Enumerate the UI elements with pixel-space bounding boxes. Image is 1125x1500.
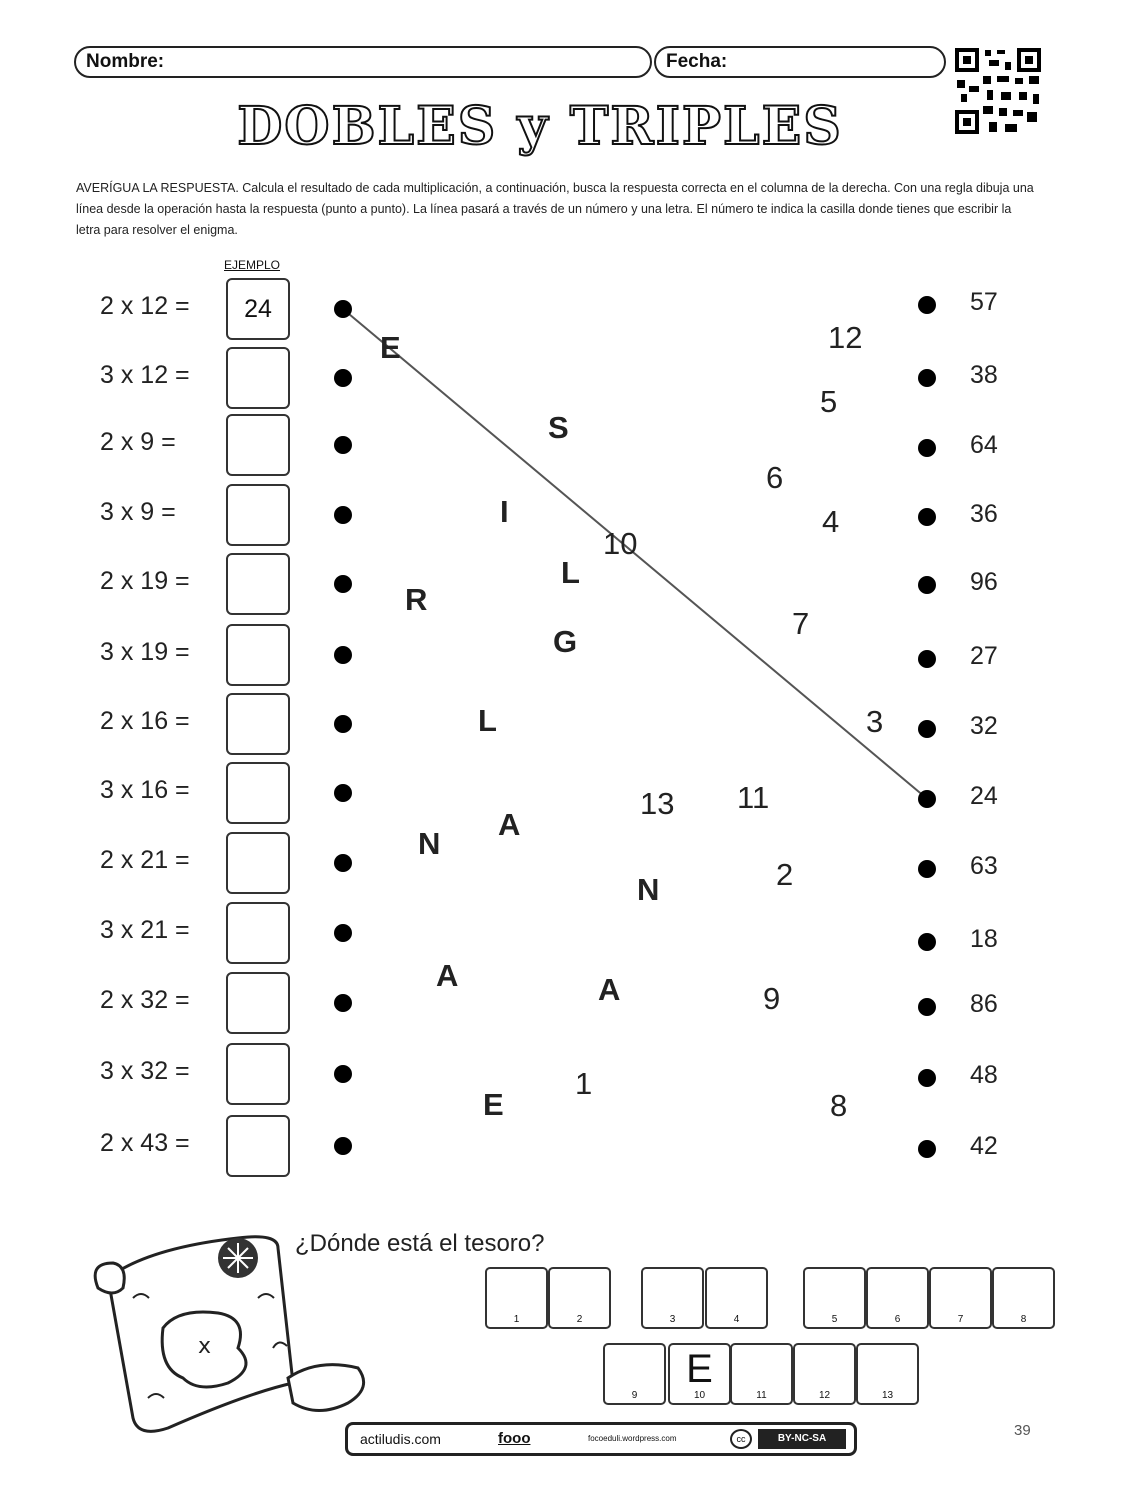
grid-letter: S	[548, 410, 569, 445]
answer-option: 38	[970, 361, 998, 389]
answer-option: 36	[970, 500, 998, 528]
letter-slot[interactable]	[992, 1267, 1055, 1329]
letter-slot[interactable]	[929, 1267, 992, 1329]
footer-credits	[345, 1422, 857, 1456]
right-dot[interactable]	[918, 296, 936, 314]
left-dot[interactable]	[334, 300, 352, 318]
operation-expression: 2 x 9 =	[100, 428, 176, 456]
answer-option: 86	[970, 990, 998, 1018]
grid-letter: L	[561, 555, 580, 590]
slot-number: 6	[894, 1314, 901, 1325]
grid-number: 6	[766, 460, 784, 495]
answer-option: 48	[970, 1061, 998, 1089]
grid-letter: N	[418, 826, 441, 861]
letter-slot[interactable]	[603, 1343, 666, 1405]
grid-letter: A	[436, 958, 459, 993]
answer-box[interactable]	[226, 832, 290, 894]
letter-slot[interactable]	[705, 1267, 768, 1329]
answer-box[interactable]	[226, 553, 290, 615]
left-dot[interactable]	[334, 575, 352, 593]
page-title: DOBLES y TRIPLES	[237, 96, 843, 157]
slot-number: 3	[669, 1314, 676, 1325]
left-dot[interactable]	[334, 784, 352, 802]
operation-expression: 3 x 32 =	[100, 1057, 190, 1085]
grid-letter: L	[478, 703, 497, 738]
slot-number: 7	[957, 1314, 964, 1325]
right-dot[interactable]	[918, 998, 936, 1016]
left-dot[interactable]	[334, 369, 352, 387]
grid-number: 1	[575, 1066, 593, 1101]
slot-letter: E	[686, 1347, 713, 1391]
grid-number: 12	[828, 320, 863, 355]
operation-expression: 2 x 43 =	[100, 1129, 190, 1157]
grid-number: 11	[737, 780, 770, 815]
answer-option: 64	[970, 431, 998, 459]
grid-letter: A	[598, 972, 621, 1007]
right-dot[interactable]	[918, 439, 936, 457]
svg-text:x: x	[198, 1334, 212, 1359]
slot-number: 11	[756, 1390, 767, 1401]
answer-option: 42	[970, 1132, 998, 1160]
answer-box[interactable]	[226, 902, 290, 964]
slot-number: 10	[693, 1390, 706, 1401]
grid-letter: G	[553, 624, 578, 659]
left-dot[interactable]	[334, 854, 352, 872]
example-label: EJEMPLO	[224, 258, 281, 272]
footer-blog: focoeduli.wordpress.com	[588, 1434, 677, 1443]
left-dot[interactable]	[334, 436, 352, 454]
grid-letter: E	[380, 330, 401, 365]
grid-number: 9	[763, 981, 781, 1016]
grid-number: 13	[640, 786, 675, 821]
grid-letter: R	[405, 582, 428, 617]
letter-slot[interactable]	[856, 1343, 919, 1405]
grid-number: 7	[792, 606, 810, 641]
right-dot[interactable]	[918, 508, 936, 526]
letter-slot[interactable]	[485, 1267, 548, 1329]
answer-option: 27	[970, 642, 998, 670]
right-dot[interactable]	[918, 933, 936, 951]
answer-box[interactable]	[226, 1043, 290, 1105]
answer-box[interactable]	[226, 414, 290, 476]
letter-slot[interactable]	[641, 1267, 704, 1329]
letter-slot[interactable]	[548, 1267, 611, 1329]
answer-option: 32	[970, 712, 998, 740]
footer-brand: fooo	[498, 1430, 531, 1447]
operation-expression: 2 x 19 =	[100, 567, 190, 595]
left-dot[interactable]	[334, 924, 352, 942]
cc-icon: cc	[730, 1429, 752, 1449]
page-number: 39	[1014, 1422, 1031, 1439]
right-dot[interactable]	[918, 1140, 936, 1158]
answer-box[interactable]: 24	[226, 278, 290, 340]
operation-expression: 3 x 16 =	[100, 776, 190, 804]
letter-slot[interactable]	[803, 1267, 866, 1329]
answer-box[interactable]	[226, 693, 290, 755]
grid-number: 5	[820, 384, 838, 419]
slot-number: 5	[831, 1314, 838, 1325]
answer-box[interactable]	[226, 484, 290, 546]
license-badge: BY-NC-SA	[758, 1429, 846, 1449]
slot-number: 8	[1020, 1314, 1027, 1325]
right-dot[interactable]	[918, 1069, 936, 1087]
date-label: Fecha:	[666, 51, 728, 72]
operation-expression: 3 x 9 =	[100, 498, 176, 526]
left-dot[interactable]	[334, 646, 352, 664]
left-dot[interactable]	[334, 715, 352, 733]
treasure-question: ¿Dónde está el tesoro?	[295, 1230, 545, 1257]
grid-letter: E	[483, 1087, 504, 1122]
slot-number: 9	[631, 1390, 638, 1401]
slot-number: 13	[881, 1390, 894, 1401]
grid-letter: N	[637, 872, 660, 907]
slot-number: 1	[513, 1314, 520, 1325]
answer-option: 18	[970, 925, 998, 953]
answer-option: 96	[970, 568, 998, 596]
operation-expression: 2 x 16 =	[100, 707, 190, 735]
answer-option: 63	[970, 852, 998, 880]
letter-slot[interactable]	[730, 1343, 793, 1405]
slot-number: 2	[576, 1314, 583, 1325]
letter-slot[interactable]	[793, 1343, 856, 1405]
grid-letter: A	[498, 807, 521, 842]
operation-expression: 2 x 21 =	[100, 846, 190, 874]
left-dot[interactable]	[334, 1065, 352, 1083]
letter-slot[interactable]	[866, 1267, 929, 1329]
slot-number: 12	[818, 1390, 831, 1401]
answer-box[interactable]	[226, 972, 290, 1034]
grid-letter: I	[500, 494, 509, 529]
answer-box[interactable]	[226, 347, 290, 409]
answer-box[interactable]	[226, 762, 290, 824]
operation-expression: 2 x 12 =	[100, 292, 190, 320]
instructions: AVERÍGUA LA RESPUESTA. Calcula el resultado de cada multiplicación, a continuación, busca la respuesta correcta en el columna de la derecha. Con una regla dibuja una línea desde la operación hasta la respuesta (punto a punto). La línea pasará a través de un número y una letra. El número te indica la casilla donde tienes que escribir la letra para resolver el enigma.	[76, 181, 1034, 237]
left-dot[interactable]	[334, 1137, 352, 1155]
answer-box[interactable]	[226, 1115, 290, 1177]
footer-site: actiludis.com	[360, 1431, 441, 1447]
grid-number: 3	[866, 704, 884, 739]
right-dot[interactable]	[918, 720, 936, 738]
operation-expression: 3 x 12 =	[100, 361, 190, 389]
answer-option: 57	[970, 288, 998, 316]
grid-number: 8	[830, 1088, 848, 1123]
grid-number: 4	[822, 504, 840, 539]
right-dot[interactable]	[918, 860, 936, 878]
left-dot[interactable]	[334, 506, 352, 524]
operation-expression: 2 x 32 =	[100, 986, 190, 1014]
answer-box[interactable]	[226, 624, 290, 686]
operation-expression: 3 x 21 =	[100, 916, 190, 944]
slot-number: 4	[733, 1314, 740, 1325]
right-dot[interactable]	[918, 576, 936, 594]
right-dot[interactable]	[918, 790, 936, 808]
grid-number: 10	[603, 526, 638, 561]
right-dot[interactable]	[918, 650, 936, 668]
grid-number: 2	[776, 857, 794, 892]
name-label: Nombre:	[86, 51, 165, 72]
operation-expression: 3 x 19 =	[100, 638, 190, 666]
right-dot[interactable]	[918, 369, 936, 387]
left-dot[interactable]	[334, 994, 352, 1012]
answer-option: 24	[970, 782, 998, 810]
letter-slot[interactable]	[668, 1343, 731, 1405]
